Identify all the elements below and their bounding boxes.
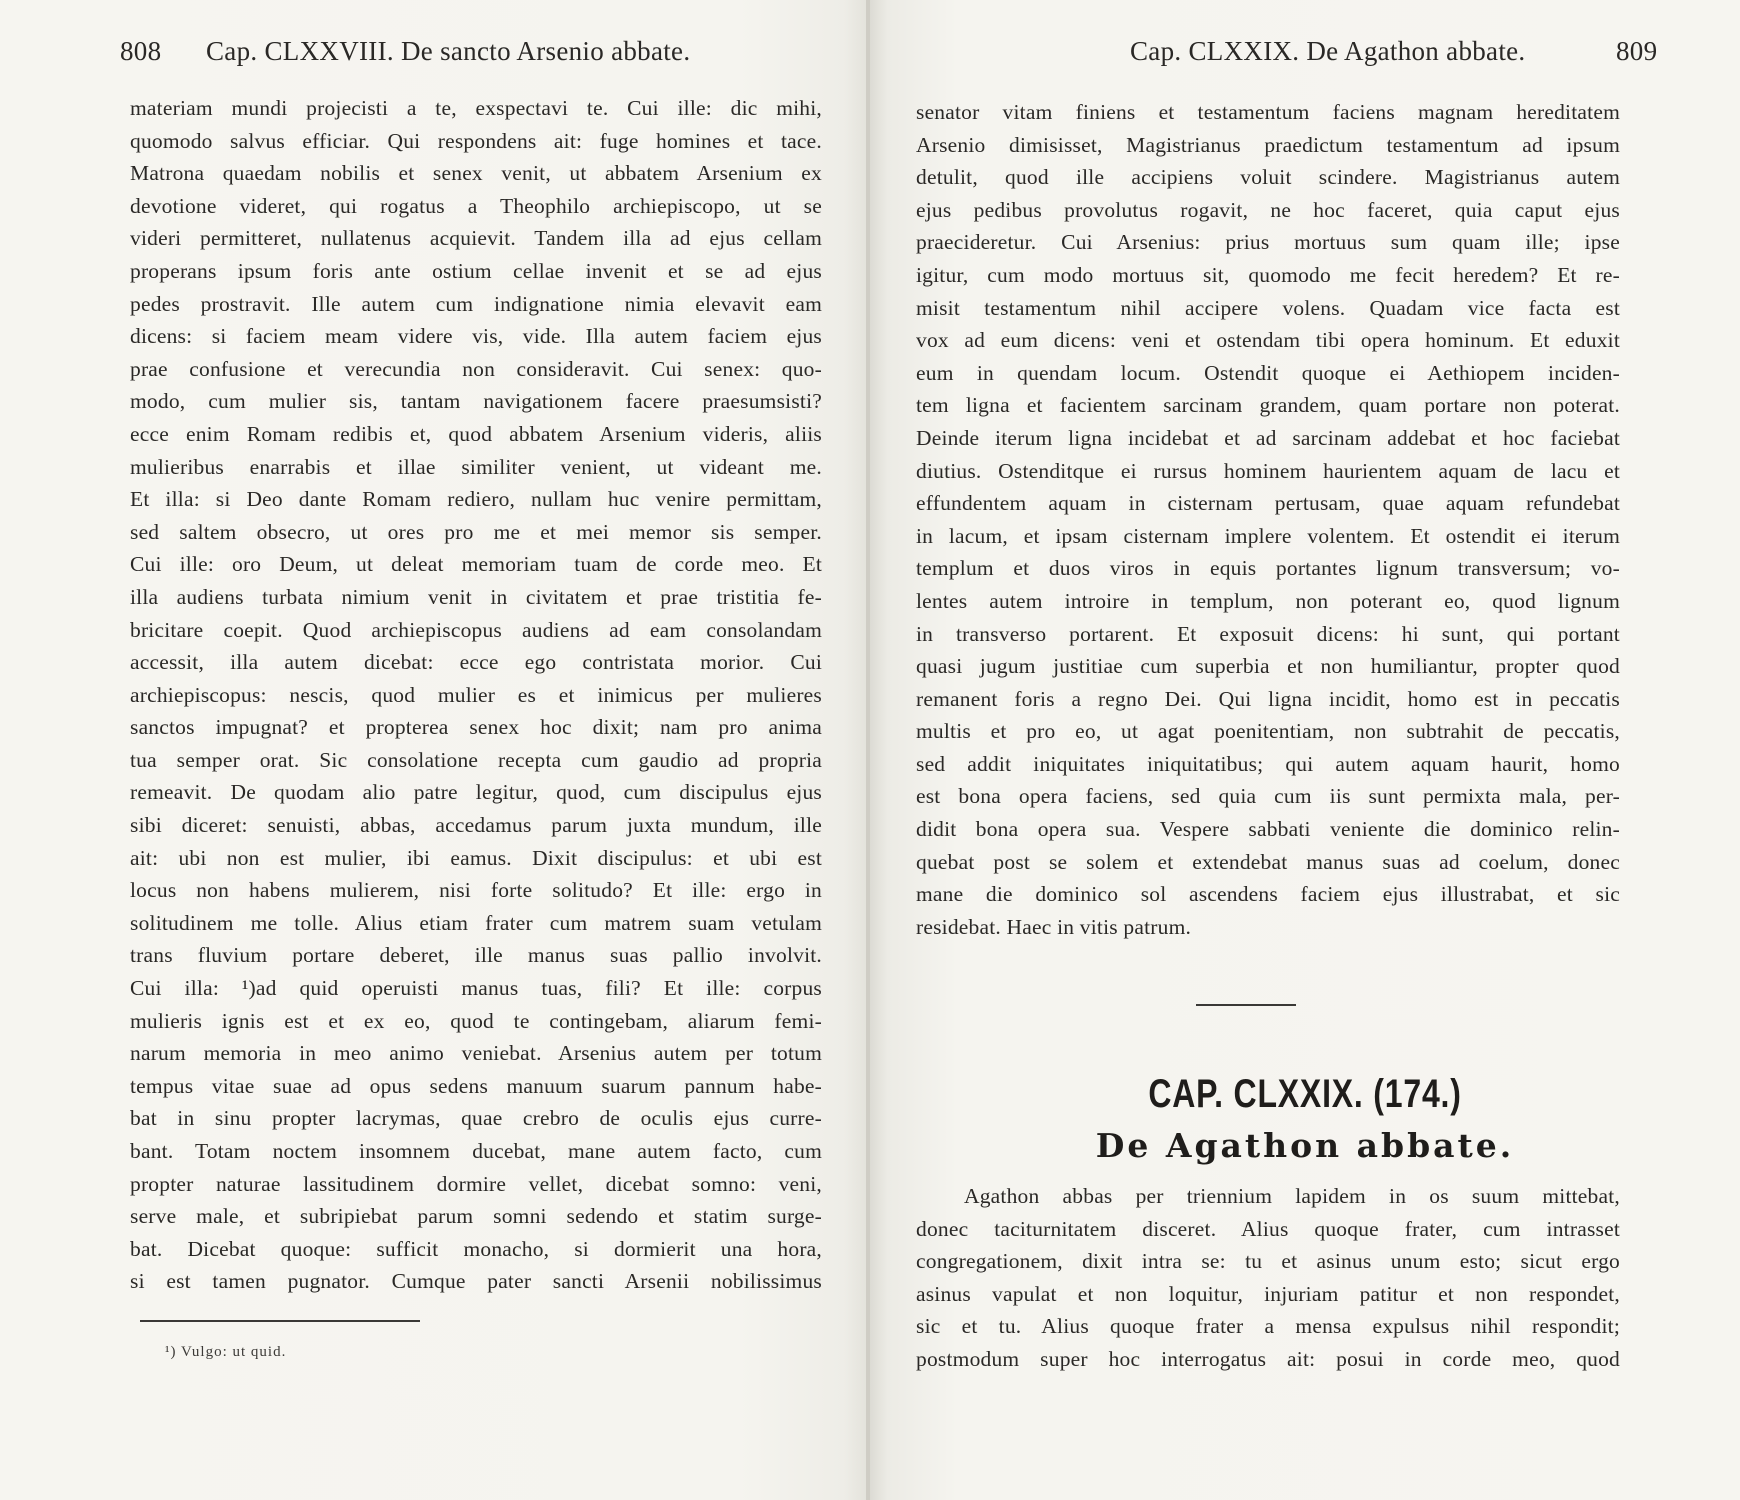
text-line: est bona opera faciens, sed quia cum iis sunt permixta mala, per- xyxy=(916,784,1620,809)
text-line: bat in sinu propter lacrymas, quae crebro de oculis ejus curre- xyxy=(130,1106,822,1131)
right-running-title: Cap. CLXXIX. De Agathon abbate. xyxy=(1130,36,1526,66)
text-line: remanent foris a regno Dei. Qui ligna incidit, homo est in peccatis xyxy=(916,686,1620,711)
text-line: remeavit. De quodam alio patre legitur, quod, cum discipulus ejus xyxy=(130,780,822,805)
text-line: congregationem, dixit intra se: tu et asinus unum esto; sicut ergo xyxy=(916,1249,1620,1274)
text-line: Matrona quaedam nobilis et senex venit, ut abbatem Arsenium ex xyxy=(130,161,822,186)
text-line: ait: ubi non est mulier, ibi eamus. Dixit discipulus: et ubi est xyxy=(130,845,822,870)
text-line: properans ipsum foris ante ostium cellae invenit et se ad ejus xyxy=(130,258,822,283)
text-line: lentes autem introire in templum, non poterant eo, quod lignum xyxy=(916,588,1620,613)
text-line: in lacum, et ipsam cisternam implere volentem. Et ostendit ei iterum xyxy=(916,523,1620,548)
text-line: Et illa: si Deo dante Romam rediero, nullam huc venire permittam, xyxy=(130,487,822,512)
text-line: praecideretur. Cui Arsenius: prius mortuus sum quam ille; ipse xyxy=(916,230,1620,255)
text-line: Deinde iterum ligna incidebat et ad sarcinam addebat et hoc faciebat xyxy=(916,425,1620,450)
text-line: vox ad eum dicens: veni et ostendam tibi opera hominum. Et eduxit xyxy=(916,328,1620,353)
text-line: multis et pro eo, ut agat poenitentiam, non subtrahit de peccatis, xyxy=(916,719,1620,744)
text-line: Agathon abbas per triennium lapidem in os suum mittebat, xyxy=(964,1184,1620,1208)
text-line: locus non habens mulierem, nisi forte solitudo? Et ille: ergo in xyxy=(130,878,822,903)
text-line: sic et tu. Alius quoque frater a mensa expulsus nihil respondit; xyxy=(916,1314,1620,1339)
left-page-header xyxy=(120,36,820,76)
text-line: Arsenio dimisisset, Magistrianus praedictum testamentum ad ipsum xyxy=(916,132,1620,157)
right-text-column-bottom xyxy=(916,1180,1620,1376)
footnote: ¹) Vulgo: ut quid. xyxy=(165,1344,287,1360)
text-line: quomodo salvus efficiar. Qui respondens ait: fuge homines et tace. xyxy=(130,128,822,153)
text-line: mane die dominico sol ascendens faciem ejus illustrabat, et sic xyxy=(916,882,1620,907)
text-line: senator vitam finiens et testamentum faciens magnam hereditatem xyxy=(916,100,1620,124)
text-line: didit bona opera sua. Vespere sabbati veniente die dominico relin- xyxy=(916,817,1620,842)
text-line: asinus vapulat et non loquitur, injuriam patitur et non respondet, xyxy=(916,1281,1620,1306)
text-line: diutius. Ostenditque ei rursus hominem haurientem aquam de lacu et xyxy=(916,458,1620,483)
text-line: mulieribus enarrabis et illae similiter venient, ut videant me. xyxy=(130,454,822,479)
text-line: detulit, quod ille accipiens voluit scindere. Magistrianus autem xyxy=(916,165,1620,190)
text-line: mulieris ignis est et ex eo, quod te contingebam, aliarum femi- xyxy=(130,1008,822,1033)
right-page-number: 809 xyxy=(1616,36,1658,66)
left-page-number: 808 xyxy=(120,36,162,66)
text-line: quebat post se solem et extendebat manus suas ad coelum, donec xyxy=(916,849,1620,874)
text-line: sed addit iniquitates iniquitatibus; qui autem aquam haurit, homo xyxy=(916,751,1620,776)
text-line: effundentem aquam in cisternam pertusam, quae aquam refundebat xyxy=(916,491,1620,516)
text-line: accessit, illa autem dicebat: ecce ego contristata morior. Cui xyxy=(130,650,822,675)
text-line: materiam mundi projecisti a te, exspectavi te. Cui ille: dic mihi, xyxy=(130,96,822,120)
text-line: bant. Totam noctem insomnem ducebat, mane autem facto, cum xyxy=(130,1139,822,1163)
text-line: igitur, cum modo mortuus sit, quomodo me fecit heredem? Et re- xyxy=(916,262,1620,287)
text-line: misit testamentum nihil accipere volens. Quadam vice facta est xyxy=(916,295,1620,320)
right-page xyxy=(870,0,1740,1500)
text-line: residebat. Haec in vitis patrum. xyxy=(916,914,1192,939)
text-line: propter naturae lassitudinem dormire vellet, dicebat somno: veni, xyxy=(130,1171,822,1196)
text-line: bricitare coepit. Quod archiepiscopus audiens ad eam consolandam xyxy=(130,617,822,642)
text-line: archiepiscopus: nescis, quod mulier es et inimicus per mulieres xyxy=(130,682,822,707)
text-line: eum in quendam locum. Ostendit quoque ei Aethiopem inciden- xyxy=(916,360,1620,385)
text-line: videri permitteret, nullatenus acquievit. Tandem illa ad ejus cellam xyxy=(130,226,822,251)
text-line: donec taciturnitatem disceret. Alius quoque frater, cum intrasset xyxy=(916,1216,1620,1241)
text-line: in transverso portarent. Et exposuit dicens: hi sunt, qui portant xyxy=(916,621,1620,646)
text-line: ecce enim Romam redibis et, quod abbatem Arsenium videris, aliis xyxy=(130,421,822,446)
footnote-rule xyxy=(140,1320,420,1322)
left-running-title: Cap. CLXXVIII. De sancto Arsenio abbate. xyxy=(206,36,691,66)
text-line: Cui ille: oro Deum, ut deleat memoriam tuam de corde meo. Et xyxy=(130,552,822,577)
section-divider xyxy=(1196,1004,1296,1006)
right-page-header xyxy=(940,36,1660,76)
text-line: Cui illa: ¹)ad quid operuisti manus tuas, fili? Et ille: corpus xyxy=(130,976,822,1001)
text-line: postmodum super hoc interrogatus ait: posui in corde meo, quod xyxy=(916,1346,1620,1371)
text-line: modo, cum mulier sis, tantam navigationem facere praesumsisti? xyxy=(130,389,822,414)
text-line: templum et duos viros in equis portantes lignum transversum; vo- xyxy=(916,556,1620,581)
right-text-column-top xyxy=(916,96,1620,943)
text-line: tua semper orat. Sic consolatione recepta cum gaudio ad propria xyxy=(130,747,822,772)
text-line: narum memoria in meo animo veniebat. Arsenius autem per totum xyxy=(130,1041,822,1066)
left-text-column xyxy=(130,92,822,1298)
text-line: ejus pedibus provolutus rogavit, ne hoc faceret, quia caput ejus xyxy=(916,197,1620,222)
text-line: tem ligna et facientem sarcinam grandem, quam portare non poterat. xyxy=(916,393,1620,418)
text-line: trans fluvium portare deberet, ille manus suas pallio involvit. xyxy=(130,943,822,968)
text-line: quasi jugum justitiae cum superbia et non humiliantur, propter quod xyxy=(916,654,1620,679)
text-line: devotione videret, qui rogatus a Theophilo archiepiscopo, ut se xyxy=(130,193,822,218)
text-line: dicens: si faciem meam videre vis, vide. Illa autem faciem ejus xyxy=(130,324,822,349)
text-line: solitudinem me tolle. Alius etiam frater cum matrem suam vetulam xyxy=(130,910,822,935)
text-line: pedes prostravit. Ille autem cum indignatione nimia elevavit eam xyxy=(130,291,822,316)
text-line: si est tamen pugnator. Cumque pater sancti Arsenii nobilissimus xyxy=(130,1269,822,1294)
text-line: prae confusione et verecundia non consideravit. Cui senex: quo- xyxy=(130,356,822,381)
chapter-subheading: De Agathon abbate. xyxy=(1095,1126,1515,1165)
chapter-heading: CAP. CLXXIX. (174.) xyxy=(1148,1072,1462,1116)
text-line: serve male, et subripiebat parum somni sedendo et statim surge- xyxy=(130,1204,822,1229)
text-line: tempus vitae suae ad opus sedens manuum suarum pannum habe- xyxy=(130,1073,822,1098)
text-line: bat. Dicebat quoque: sufficit monacho, si dormierit una hora, xyxy=(130,1236,822,1261)
text-line: sibi diceret: senuisti, abbas, accedamus parum juxta mundum, ille xyxy=(130,813,822,838)
text-line: sed saltem obsecro, ut ores pro me et mei memor sis semper. xyxy=(130,519,822,544)
text-line: illa audiens turbata nimium venit in civitatem et prae tristitia fe- xyxy=(130,584,822,609)
text-line: sanctos impugnat? et propterea senex hoc dixit; nam pro anima xyxy=(130,715,822,740)
